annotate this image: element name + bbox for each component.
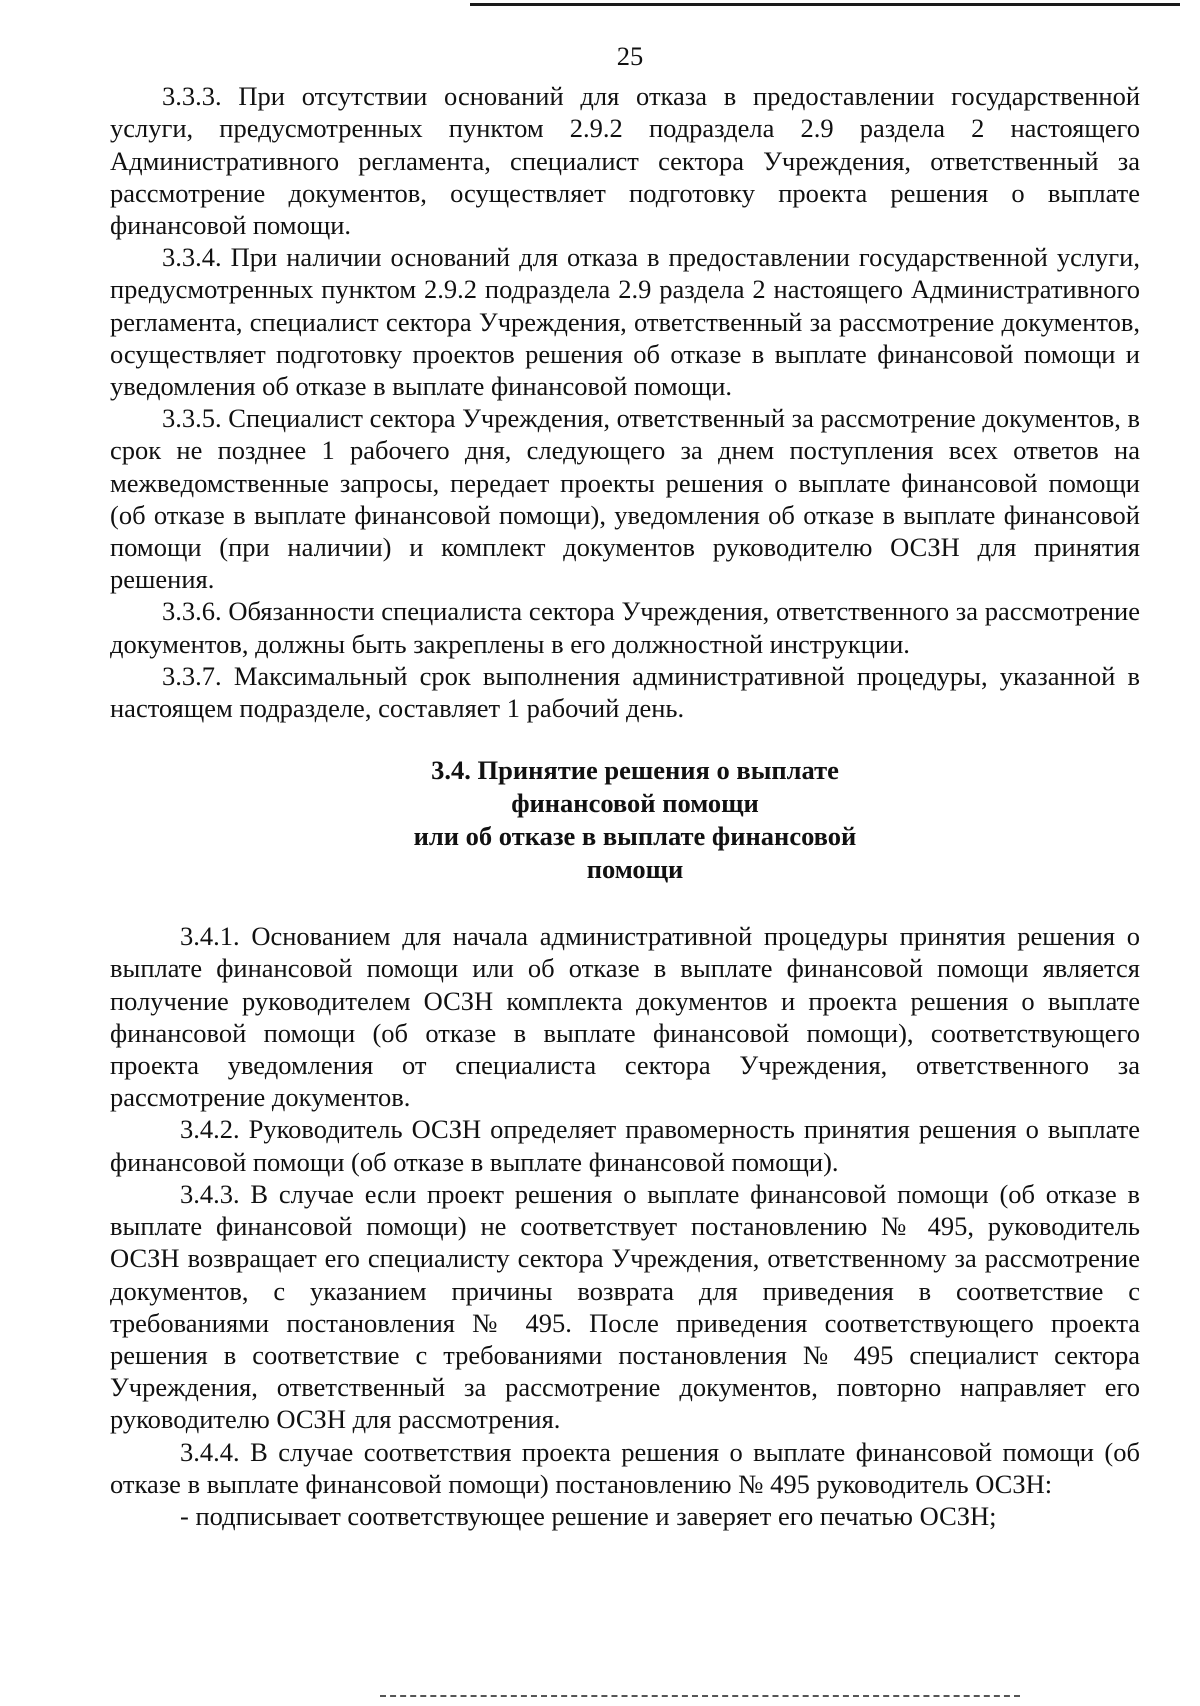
page-number: 25	[616, 41, 644, 71]
paragraph-3-3-7: 3.3.7. Максимальный срок выполнения административной процедуры, указанной в настоящем подразделе, составляет 1 рабочий день.	[110, 660, 1140, 724]
heading-line: финансовой помощи	[511, 788, 759, 819]
paragraph-3-4-4: 3.4.4. В случае соответствия проекта решения о выплате финансовой помощи (об отказе в выплате финансовой помощи) постановлению № 495 руководитель ОСЗН:	[110, 1436, 1140, 1499]
section-heading-3-4	[110, 754, 1140, 886]
paragraph-3-3-5: 3.3.5. Специалист сектора Учреждения, ответственный за рассмотрение документов, в срок не позднее 1 рабочего дня, следующего за днем поступления всех ответов на межведомственные запросы, передает проекты решения о выплате финансовой помощи (об отказе в выплате финансовой помощи), уведомления об отказе в выплате финансовой помощи (при наличии) и комплект документов руководителю ОСЗН для принятия решения.	[110, 403, 1140, 595]
list-item: - подписывает соответствующее решение и заверяет его печатью ОСЗН;	[180, 1500, 997, 1531]
top-scan-rule	[470, 3, 1180, 6]
paragraph-3-4-1: 3.4.1. Основанием для начала административной процедуры принятия решения о выплате финансовой помощи или об отказе в выплате финансовой помощи является получение руководителем ОСЗН комплекта документов и проекта решения о выплате финансовой помощи (об отказе в выплате финансовой помощи), соответствующего проекта уведомления от специалиста сектора Учреждения, ответственного за рассмотрение документов.	[110, 921, 1140, 1113]
document-page	[110, 40, 1140, 1532]
bottom-scan-marks	[380, 1695, 1020, 1701]
paragraph-3-3-4: 3.3.4. При наличии оснований для отказа в предоставлении государственной услуги, предусмотренных пунктом 2.9.2 подраздела 2.9 раздела 2 настоящего Административного регламента, специалист сектора Учреждения, ответственный за рассмотрение документов, осуществляет подготовку проектов решения об отказе в выплате финансовой помощи и уведомления об отказе в выплате финансовой помощи.	[110, 242, 1140, 402]
heading-line: 3.4. Принятие решения о выплате	[431, 755, 839, 786]
heading-line: или об отказе в выплате финансовой	[413, 821, 857, 852]
heading-line: помощи	[586, 854, 684, 885]
paragraph-3-4-3: 3.4.3. В случае если проект решения о выплате финансовой помощи (об отказе в выплате финансовой помощи) не соответствует постановлению № 495, руководитель ОСЗН возвращает его специалисту сектора Учреждения, ответственному за рассмотрение документов, с указанием причины возврата для приведения в соответствие с требованиями постановления № 495. После приведения соответствующего проекта решения в соответствие с требованиями постановления № 495 специалист сектора Учреждения, ответственный за рассмотрение документов, повторно направляет его руководителю ОСЗН для рассмотрения.	[110, 1178, 1140, 1435]
paragraph-3-3-3: 3.3.3. При отсутствии оснований для отказа в предоставлении государственной услуги, предусмотренных пунктом 2.9.2 подраздела 2.9 раздела 2 настоящего Административного регламента, специалист сектора Учреждения, ответственный за рассмотрение документов, осуществляет подготовку проекта решения о выплате финансовой помощи.	[110, 81, 1140, 241]
paragraph-3-4-2: 3.4.2. Руководитель ОСЗН определяет правомерность принятия решения о выплате финансовой помощи (об отказе в выплате финансовой помощи).	[110, 1114, 1140, 1177]
paragraph-3-3-6: 3.3.6. Обязанности специалиста сектора Учреждения, ответственного за рассмотрение документов, должны быть закреплены в его должностной инструкции.	[110, 596, 1140, 659]
